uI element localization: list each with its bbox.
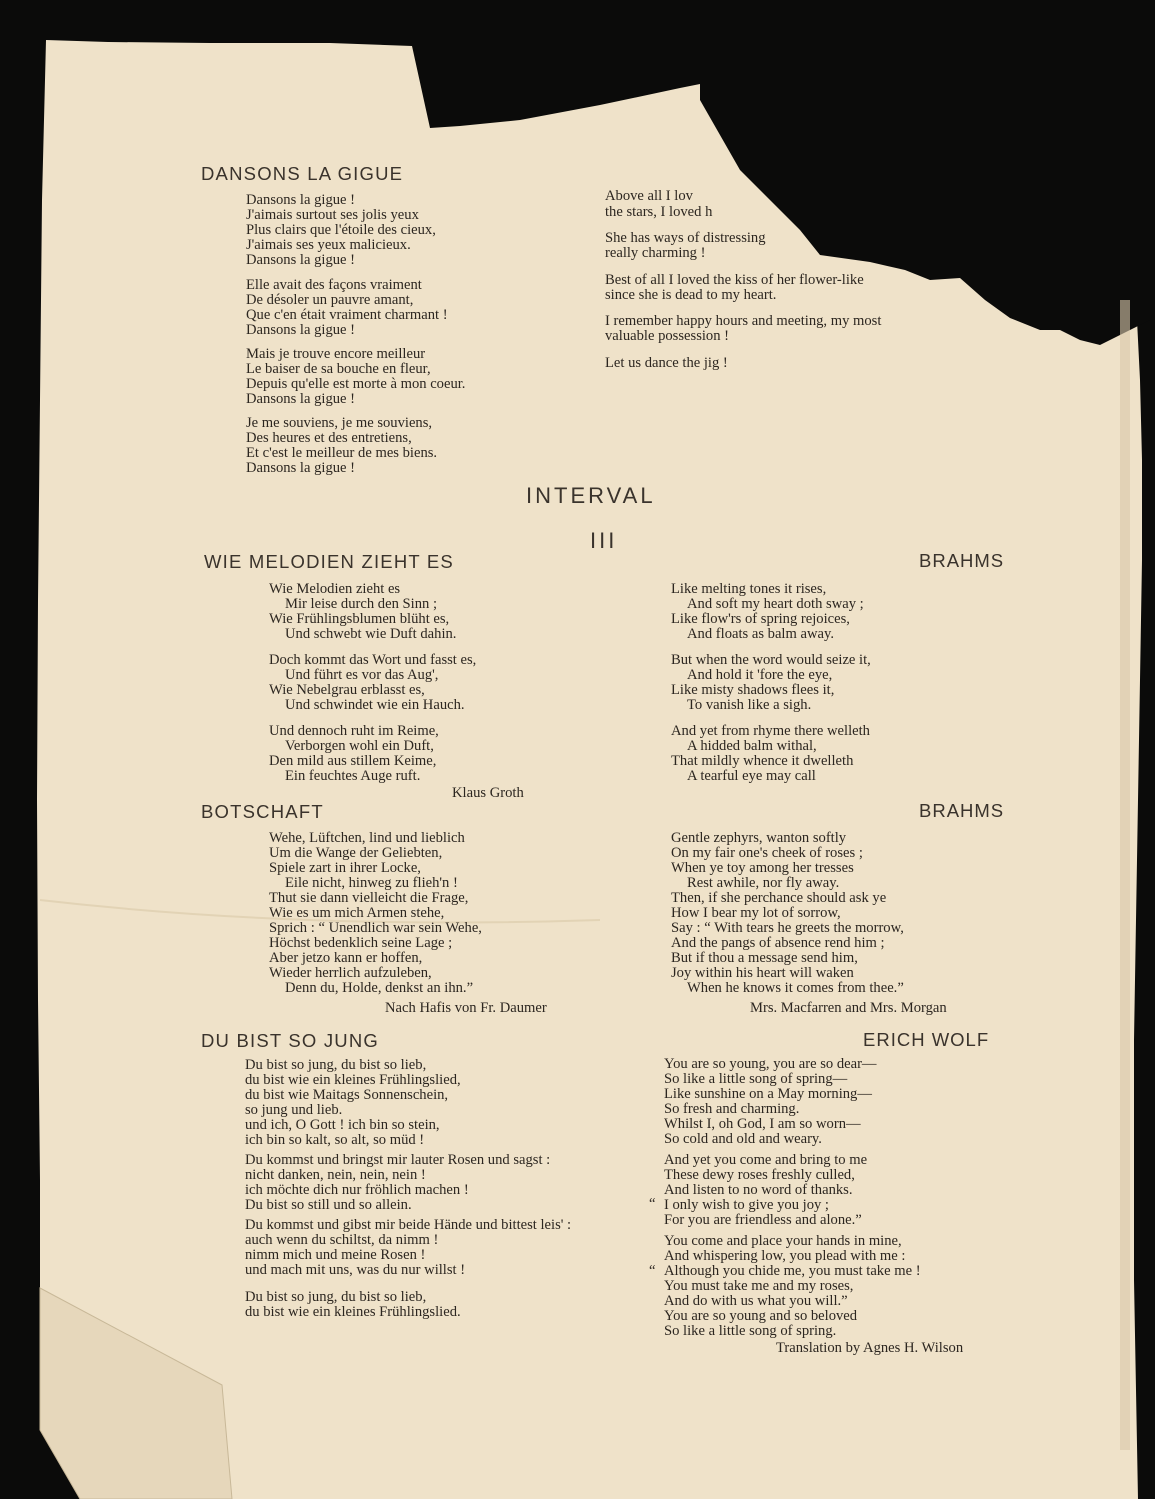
poem-line: And hold it 'fore the eye, — [687, 667, 833, 683]
poem-line: So like a little song of spring— — [664, 1071, 848, 1087]
poem-line: And do with us what you will.” — [664, 1293, 848, 1309]
poem-line: Und schwindet wie ein Hauch. — [285, 697, 465, 713]
botschaft-composer: BRAHMS — [919, 800, 1005, 821]
botschaft-translator: Mrs. Macfarren and Mrs. Morgan — [750, 1000, 947, 1016]
translation-line: since she is dead to my heart. — [605, 287, 777, 303]
poem-line: When he knows it comes from thee.” — [687, 980, 904, 996]
poem-line: De désoler un pauvre amant, — [246, 292, 414, 308]
poem-line: And listen to no word of thanks. — [664, 1182, 853, 1198]
poem-line: You come and place your hands in mine, — [664, 1233, 902, 1249]
poem-stanza — [269, 724, 439, 784]
poem-line: Du kommst und bringst mir lauter Rosen und sagst : — [245, 1152, 551, 1168]
poem-line: Dansons la gigue ! — [246, 192, 356, 208]
poem-line: How I bear my lot of sorrow, — [671, 905, 841, 921]
poem-line: du bist wie ein kleines Frühlingslied, — [245, 1072, 461, 1088]
poem-stanza — [664, 1234, 921, 1339]
botschaft-title: BOTSCHAFT — [201, 801, 324, 822]
poem-line: Et c'est le meilleur de mes biens. — [246, 445, 438, 461]
poem-line: Elle avait des façons vraiment — [246, 277, 422, 293]
poem-line: A hidded balm withal, — [687, 738, 817, 754]
botschaft-poet: Nach Hafis von Fr. Daumer — [385, 1000, 547, 1016]
binding-strip — [1120, 300, 1130, 1450]
translation-line: She has ways of distressing — [605, 230, 766, 246]
poem-stanza — [245, 1290, 461, 1320]
poem-line: Dansons la gigue ! — [246, 322, 356, 338]
poem-line: Depuis qu'elle est morte à mon coeur. — [246, 376, 466, 392]
poem-stanza — [246, 193, 436, 268]
poem-line: Le baiser de sa bouche en fleur, — [246, 361, 431, 377]
poem-line: Like melting tones it rises, — [671, 581, 827, 597]
poem-line: Wieder herrlich aufzuleben, — [269, 965, 432, 981]
poem-line: To vanish like a sigh. — [687, 697, 812, 713]
poem-line: Du kommst und gibst mir beide Hände und bittest leis' : — [245, 1217, 572, 1233]
poem-line: Wie es um mich Armen stehe, — [269, 905, 445, 921]
poem-line: For you are friendless and alone.” — [664, 1212, 862, 1228]
poem-line: Thut sie dann vielleicht die Frage, — [269, 890, 469, 906]
poem-line: Although you chide me, you must take me ! — [664, 1263, 921, 1279]
poem-line: so jung und lieb. — [245, 1102, 343, 1118]
poem-line: Doch kommt das Wort und fasst es, — [269, 652, 477, 668]
poem-stanza — [246, 278, 448, 338]
open-quote-mark: “ — [649, 1196, 656, 1212]
poem-stanza — [269, 653, 476, 713]
poem-stanza — [246, 347, 465, 407]
poem-line: I only wish to give you joy ; — [664, 1197, 829, 1213]
translation-line: Above all I lov — [605, 188, 693, 204]
poem-stanza — [671, 831, 904, 996]
poem-stanza — [671, 724, 870, 784]
poem-line: Und führt es vor das Aug', — [285, 667, 439, 683]
poem-stanza — [246, 416, 437, 476]
poem-line: You are so young, you are so dear— — [664, 1056, 877, 1072]
poem-line: And the pangs of absence rend him ; — [671, 935, 885, 951]
poem-line: Je me souviens, je me souviens, — [246, 415, 433, 431]
poem-line: Say : “ With tears he greets the morrow, — [671, 920, 904, 936]
poem-line: So fresh and charming. — [664, 1101, 800, 1117]
poem-line: und ich, O Gott ! ich bin so stein, — [245, 1117, 440, 1133]
poem-line: And floats as balm away. — [687, 626, 834, 642]
poem-line: Dansons la gigue ! — [246, 252, 356, 268]
poem-stanza — [245, 1153, 550, 1213]
poem-line: But if thou a message send him, — [671, 950, 858, 966]
poem-line: Und dennoch ruht im Reime, — [269, 723, 439, 739]
poem-line: And soft my heart doth sway ; — [687, 596, 864, 612]
poem-line: Den mild aus stillem Keime, — [269, 753, 437, 769]
interval-heading: INTERVAL — [526, 483, 656, 508]
wie-poet: Klaus Groth — [452, 785, 524, 801]
poem-stanza — [245, 1218, 571, 1278]
poem-line: du bist wie Maitags Sonnenschein, — [245, 1087, 449, 1103]
poem-stanza — [245, 1058, 461, 1148]
poem-line: On my fair one's cheek of roses ; — [671, 845, 863, 861]
poem-line: ich bin so kalt, so alt, so müd ! — [245, 1132, 425, 1148]
poem-line: You must take me and my roses, — [664, 1278, 854, 1294]
translation-line: the stars, I loved h — [605, 204, 713, 220]
poem-line: And whispering low, you plead with me : — [664, 1248, 906, 1264]
poem-line: Dansons la gigue ! — [246, 391, 356, 407]
jung-translator: Translation by Agnes H. Wilson — [776, 1340, 964, 1356]
poem-line: Höchst bedenklich seine Lage ; — [269, 935, 453, 951]
poem-line: Du bist so jung, du bist so lieb, — [245, 1057, 427, 1073]
jung-composer: ERICH WOLF — [863, 1029, 990, 1050]
poem-line: Verborgen wohl ein Duft, — [285, 738, 434, 754]
poem-line: Wie Nebelgrau erblasst es, — [269, 682, 425, 698]
poem-line: A tearful eye may call — [687, 768, 816, 784]
poem-line: Like sunshine on a May morning— — [664, 1086, 872, 1102]
poem-stanza — [269, 831, 482, 996]
translation-line: Best of all I loved the kiss of her flower-like — [605, 272, 864, 288]
translation-line: really charming ! — [605, 245, 706, 261]
poem-line: So like a little song of spring. — [664, 1323, 837, 1339]
poem-line: nimm mich und meine Rosen ! — [245, 1247, 426, 1263]
poem-line: Spiele zart in ihrer Locke, — [269, 860, 421, 876]
poem-line: Aber jetzo kann er hoffen, — [269, 950, 423, 966]
poem-line: Mais je trouve encore meilleur — [246, 346, 426, 362]
poem-line: Plus clairs que l'étoile des cieux, — [246, 222, 436, 238]
poem-line: Du bist so still und so allein. — [245, 1197, 412, 1213]
translation-line: Let us dance the jig ! — [605, 355, 728, 371]
poem-line: These dewy roses freshly culled, — [664, 1167, 855, 1183]
poem-line: Like flow'rs of spring rejoices, — [671, 611, 850, 627]
poem-line: Sprich : “ Unendlich war sein Wehe, — [269, 920, 482, 936]
poem-line: J'aimais ses yeux malicieux. — [246, 237, 411, 253]
translation-line: I remember happy hours and meeting, my most — [605, 313, 882, 329]
poem-line: Then, if she perchance should ask ye — [671, 890, 887, 906]
poem-line: J'aimais surtout ses jolis yeux — [246, 207, 419, 223]
poem-line: Mir leise durch den Sinn ; — [285, 596, 437, 612]
poem-stanza — [664, 1057, 877, 1147]
section-numeral: III — [590, 528, 618, 553]
poem-line: Dansons la gigue ! — [246, 460, 356, 476]
poem-line: nicht danken, nein, nein, nein ! — [245, 1167, 426, 1183]
poem-line: You are so young and so beloved — [664, 1308, 858, 1324]
poem-line: Gentle zephyrs, wanton softly — [671, 830, 847, 846]
poem-line: When ye toy among her tresses — [671, 860, 854, 876]
wie-title: WIE MELODIEN ZIEHT ES — [204, 551, 454, 572]
poem-line: So cold and old and weary. — [664, 1131, 822, 1147]
poem-line: Wehe, Lüftchen, lind und lieblich — [269, 830, 465, 846]
open-quote-mark: “ — [649, 1263, 656, 1279]
poem-stanza — [664, 1153, 867, 1228]
wie-composer: BRAHMS — [919, 550, 1005, 571]
poem-line: Wie Melodien zieht es — [269, 581, 401, 597]
poem-stanza — [269, 582, 456, 642]
poem-line: That mildly whence it dwelleth — [671, 753, 854, 769]
poem-line: ich möchte dich nur fröhlich machen ! — [245, 1182, 469, 1198]
jung-title: DU BIST SO JUNG — [201, 1030, 380, 1051]
poem-line: Wie Frühlingsblumen blüht es, — [269, 611, 450, 627]
poem-line: und mach mit uns, was du nur willst ! — [245, 1262, 466, 1278]
poem-line: Joy within his heart will waken — [671, 965, 854, 981]
poem-line: Que c'en était vraiment charmant ! — [246, 307, 448, 323]
translation-line: valuable possession ! — [605, 328, 730, 344]
poem-line: auch wenn du schiltst, da nimm ! — [245, 1232, 439, 1248]
poem-line: Du bist so jung, du bist so lieb, — [245, 1289, 427, 1305]
poem-line: But when the word would seize it, — [671, 652, 871, 668]
poem-line: Like misty shadows flees it, — [671, 682, 835, 698]
poem-line: And yet you come and bring to me — [664, 1152, 868, 1168]
poem-line: Ein feuchtes Auge ruft. — [285, 768, 421, 784]
dansons-title: DANSONS LA GIGUE — [201, 163, 404, 184]
poem-line: Eile nicht, hinweg zu flieh'n ! — [285, 875, 458, 891]
poem-line: Und schwebt wie Duft dahin. — [285, 626, 457, 642]
poem-stanza — [671, 582, 864, 642]
poem-line: Whilst I, oh God, I am so worn— — [664, 1116, 861, 1132]
poem-line: Denn du, Holde, denkst an ihn.” — [285, 980, 474, 996]
poem-line: Rest awhile, nor fly away. — [687, 875, 840, 891]
poem-line: Um die Wange der Geliebten, — [269, 845, 443, 861]
poem-line: Des heures et des entretiens, — [246, 430, 412, 446]
poem-stanza — [671, 653, 871, 713]
poem-line: And yet from rhyme there welleth — [671, 723, 870, 739]
poem-line: du bist wie ein kleines Frühlingslied. — [245, 1304, 461, 1320]
